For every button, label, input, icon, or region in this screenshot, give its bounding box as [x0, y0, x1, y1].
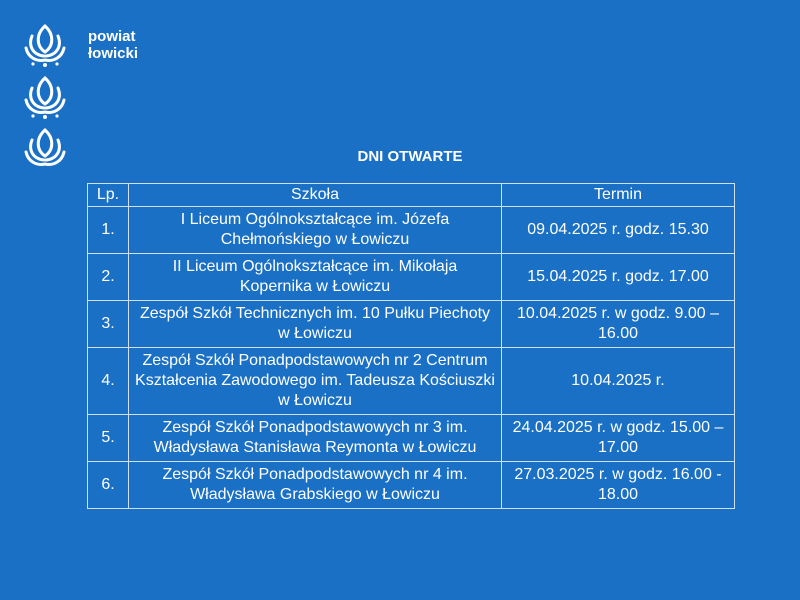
brand-line-2: łowicki — [88, 45, 139, 62]
brand-line-1: powiat — [88, 28, 136, 45]
column-header-lp: Lp. — [88, 184, 129, 207]
table-row — [88, 415, 735, 462]
cell-date: 10.04.2025 r. — [502, 348, 735, 415]
cell-school: II Liceum Ogólnokształcące im. Mikołaja Kopernika w Łowiczu — [129, 254, 502, 301]
column-header-termin: Termin — [502, 184, 735, 207]
cell-school: Zespół Szkół Ponadpodstawowych nr 4 im. Władysława Grabskiego w Łowiczu — [129, 462, 502, 509]
flower-icon — [22, 22, 68, 68]
cell-date: 09.04.2025 r. godz. 15.30 — [502, 207, 735, 254]
cell-lp: 1. — [88, 207, 129, 254]
table-row — [88, 207, 735, 254]
cell-lp: 6. — [88, 462, 129, 509]
cell-school: I Liceum Ogólnokształcące im. Józefa Chełmońskiego w Łowiczu — [129, 207, 502, 254]
table-row — [88, 348, 735, 415]
flower-icon — [22, 74, 68, 120]
cell-date: 15.04.2025 r. godz. 17.00 — [502, 254, 735, 301]
page-title: DNI OTWARTE — [357, 148, 463, 165]
cell-school: Zespół Szkół Ponadpodstawowych nr 2 Centrum Kształcenia Zawodowego im. Tadeusza Kościuszki w Łowiczu — [129, 348, 502, 415]
open-days-table — [87, 183, 735, 509]
cell-lp: 4. — [88, 348, 129, 415]
cell-date: 24.04.2025 r. w godz. 15.00 – 17.00 — [502, 415, 735, 462]
brand-name — [88, 28, 138, 62]
table-row — [88, 462, 735, 509]
cell-lp: 3. — [88, 301, 129, 348]
cell-lp: 2. — [88, 254, 129, 301]
column-header-szkola: Szkoła — [129, 184, 502, 207]
cell-date: 10.04.2025 r. w godz. 9.00 – 16.00 — [502, 301, 735, 348]
cell-date: 27.03.2025 r. w godz. 16.00 - 18.00 — [502, 462, 735, 509]
table-row — [88, 301, 735, 348]
table-header-row — [88, 184, 735, 207]
cell-school: Zespół Szkół Ponadpodstawowych nr 3 im. Władysława Stanisława Reymonta w Łowiczu — [129, 415, 502, 462]
cell-school: Zespół Szkół Technicznych im. 10 Pułku Piechoty w Łowiczu — [129, 301, 502, 348]
table-row — [88, 254, 735, 301]
cell-lp: 5. — [88, 415, 129, 462]
